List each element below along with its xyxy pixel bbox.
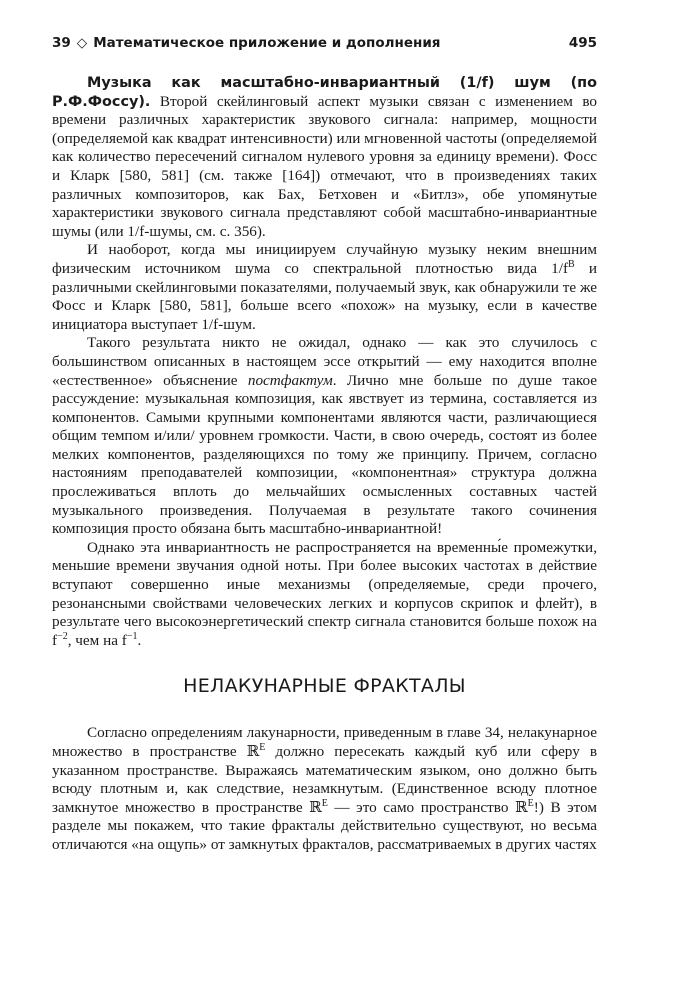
paragraph-3-text-b: . Лично мне больше по душе такое рассуждение: музыкальная композиция, как явствует из термина, составляется из компонентов. Самыми крупными компонентами являются части, различающиеся общим темпом и/или/ уровнем громкости. Части, в свою очередь, состоят из более мелких компонентов, разделяющихся по тому же принципу. Причем, согласно настояниям преподавателей композиции, «компонентная» структура должна прослеживаться вплоть до мельчайших осмысленных составных частей музыкального произведения. Получаемая в результате такого сочинения композиция просто обязана быть масштабно-инвариантной! [52,371,598,538]
paragraph-4-exponent-1: −2 [57,630,68,642]
paragraph-5-exponent-1: E [259,741,266,753]
paragraph-2 [52,241,597,334]
run-in-heading: Музыка как масштабно-инвариантный (1/f) шум (по Р.Ф.Фоссу). [52,75,597,110]
chapter-heading [52,35,440,51]
paragraph-4-text-end: . [137,631,142,649]
paragraph-3 [52,334,597,539]
paragraph-5-text-c: — это само пространство ℝ [327,798,528,816]
chapter-number: 39 [52,35,71,51]
paragraph-2-text-b: и различными скейлинговыми показателями, получаемый звук, как обнаружили те же Фосс и Кларк [580, 581], больше всего «похож» на музыку, если в качестве инициатора выступает 1/f-шум. [52,259,597,333]
page-number: 495 [568,35,597,51]
paragraph-5-text-b: должно пересекать каждый куб или сферу в указанном пространстве. Выражаясь математическим языком, оно должно быть всюду плотным и, как следствие, незамкнутым. (Единственное всюду плотное замкнутое множество в пространстве ℝ [52,743,597,816]
paragraph-1 [52,74,597,241]
paragraph-3-emphasis: постфактум [247,371,333,389]
paragraph-4-text-a: Однако эта инвариантность не распространяется на временны́е промежутки, меньшие времени звучания одной ноты. При более высоких частотах в действие вступают совершенно иные механизмы (определяемые, среди прочего, резонансными свойствами человеческих легких и корпусов скрипок и флейт), в результате чего высокоэнергетический спектр сигнала становится больше похож на f [52,538,597,649]
paragraph-4 [52,539,597,651]
paragraph-5-exponent-2: E [321,797,328,809]
paragraph-5-text-d: !) В этом разделе мы покажем, что такие фракталы действительно существуют, но весьма отличаются «на ощупь» от замкнутых фракталов, рассматриваемых в других частях [52,798,597,853]
section-title: НЕЛАКУНАРНЫЕ ФРАКТАЛЫ [183,675,466,698]
diamond-separator-icon: ◇ [76,35,88,51]
paragraph-2-text-a: И наоборот, когда мы инициируем случайную музыку неким внешним физическим источником шума со спектральной плотностью вида 1/f [52,241,597,277]
chapter-title: Математическое приложение и дополнения [93,35,441,51]
paragraph-2-exponent: B [568,258,575,270]
body-text [52,74,597,855]
paragraph-5 [52,724,597,854]
paragraph-3-text-a: Такого результата никто не ожидал, однако — как это случилось с большинством описанных в настоящем эссе открытий — ему находится вполне «естественное» объяснение [52,334,597,389]
paragraph-4-text-mid: , чем на f [67,631,127,649]
running-header [52,35,597,51]
paragraph-4-exponent-2: −1 [126,630,138,642]
paragraph-5-text-a: Согласно определениям лакунарности, приведенным в главе 34, нелакунарное множество в пространстве ℝ [52,724,597,760]
paragraph-5-exponent-3: E [527,797,534,809]
paragraph-1-text: Второй скейлинговый аспект музыки связан с изменением во времени различных характеристик звукового сигнала: например, мощности (определяемой как квадрат интенсивности) или мгновенной частоты (определяемой как количество пересечений сигналом нулевого уровня за единицу времени). Фосс и Кларк [580, 581] (см. также [164]) отмечают, что в произведениях таких различных композиторов, как Бах, Бетховен и «Битлз», обе упомянутые характеристики звукового сигнала представляют собой масштабно-инвариантные шумы (или 1/f-шумы, см. с. 356). [52,92,598,240]
